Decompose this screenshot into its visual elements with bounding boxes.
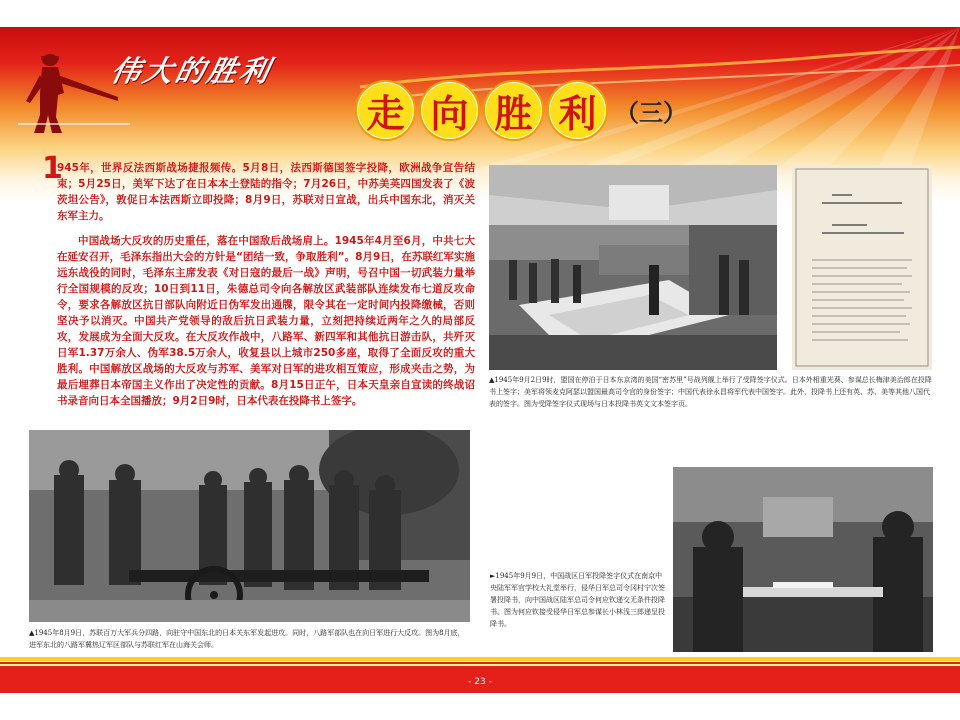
paragraph-intro <box>42 151 475 224</box>
title-char: 走 <box>355 80 416 141</box>
title-char: 胜 <box>483 80 544 141</box>
title-char: 向 <box>419 80 480 141</box>
page-background <box>0 27 960 693</box>
caption-surrender-ceremony: ▲1945年9月2日9时，盟国在停泊于日本东京湾的美国“密苏里”号战列舰上举行了受降签字仪式。日本外相重光葵、参谋总长梅津美治郎在投降书上签字；美军将领麦克阿瑟以盟国最高司令官的身份签字；中国代表徐永昌将军代表中国签字。此外，投降书上还有英、苏、美等其他八国代表的签字。图为受降签字仪式现场与日本投降书英文文本签字页。 <box>489 376 932 408</box>
title-char: 利 <box>547 80 608 141</box>
drop-cap: 1 <box>42 151 63 186</box>
page-number: - 23 - <box>468 677 492 687</box>
footer-stripe <box>0 657 960 661</box>
paragraph-counteroffensive: 中国战场大反攻的历史重任，落在中国敌后战场肩上。1945年4月至6月，中共七大在延安召开，毛泽东指出大会的方针是“团结一致，争取胜利”。8月9日，在苏联红军实施远东战役的同时，毛泽东主席发表《对日寇的最后一战》声明，号召中国一切武装力量举行全国规模的反攻；10日到11日，朱德总司令向各解放区武装部队连续发布七道反攻命令，要求各解放区抗日部队向附近日伪军发出通牒，限令其在一定时间内投降缴械，否则坚决予以消灭。中国共产党领导的敌后抗日武装力量，立刻把持续近两年之久的局部反攻，发展成为全面大反攻。在大反攻作战中，八路军、新四军和其他抗日游击队，共歼灭日军1.37万余人、伪军38.5万余人，收复县以上城市250多座，取得了全面反攻的重大胜利。中国解放区战场的大反攻与苏军、美军对日军的进攻相互策应，形成夹击之势，为最后埋葬日本帝国主义作出了决定性的贡献。8月15日正午，日本天皇亲自宣读的终战诏书录音向日本全国播放；9月2日9时，日本代表在投降书上签字。 <box>57 235 475 407</box>
page-title <box>355 80 687 140</box>
title-suffix: （三） <box>615 98 687 127</box>
caption-nanjing-surrender: ►1945年9月9日，中国战区日军投降签字仪式在南京中央陆军军官学校大礼堂举行，侵华日军总司令冈村宁次签署投降书，向中国战区陆军总司令何应钦递交无条件投降书。图为何应钦接受侵华日军总参谋长小林浅三郎递呈投降书。 <box>490 572 665 628</box>
caption-counteroffensive: ▲1945年8月9日，苏联百万大军兵分四路，向驻守中国东北的日本关东军发起进攻。同时，八路军部队也在向日军进行大反攻。图为8月底，进军东北的八路军冀热辽军区部队与苏联红军在山海关会师。 <box>29 629 465 649</box>
paragraph-intro-text: 945年，世界反法西斯战场捷报频传。5月8日，法西斯德国签字投降，欧洲战争宣告结束；5月25日，美军下达了在日本本土登陆的指令；7月26日，中苏美英四国发表了《波茨坦公告》，敦促日本法西斯立即投降；8月9日，苏联对日宣战，出兵中国东北，消灭关东军主力。 <box>57 162 475 222</box>
photo-soldiers-artillery <box>29 430 470 622</box>
photo-instrument-of-surrender <box>792 165 932 370</box>
slogan-calligraphy: 伟大的胜利 <box>108 54 276 88</box>
photo-nanjing-surrender <box>673 467 933 652</box>
footer-line <box>0 664 960 666</box>
photo-surrender-ceremony <box>489 165 777 370</box>
